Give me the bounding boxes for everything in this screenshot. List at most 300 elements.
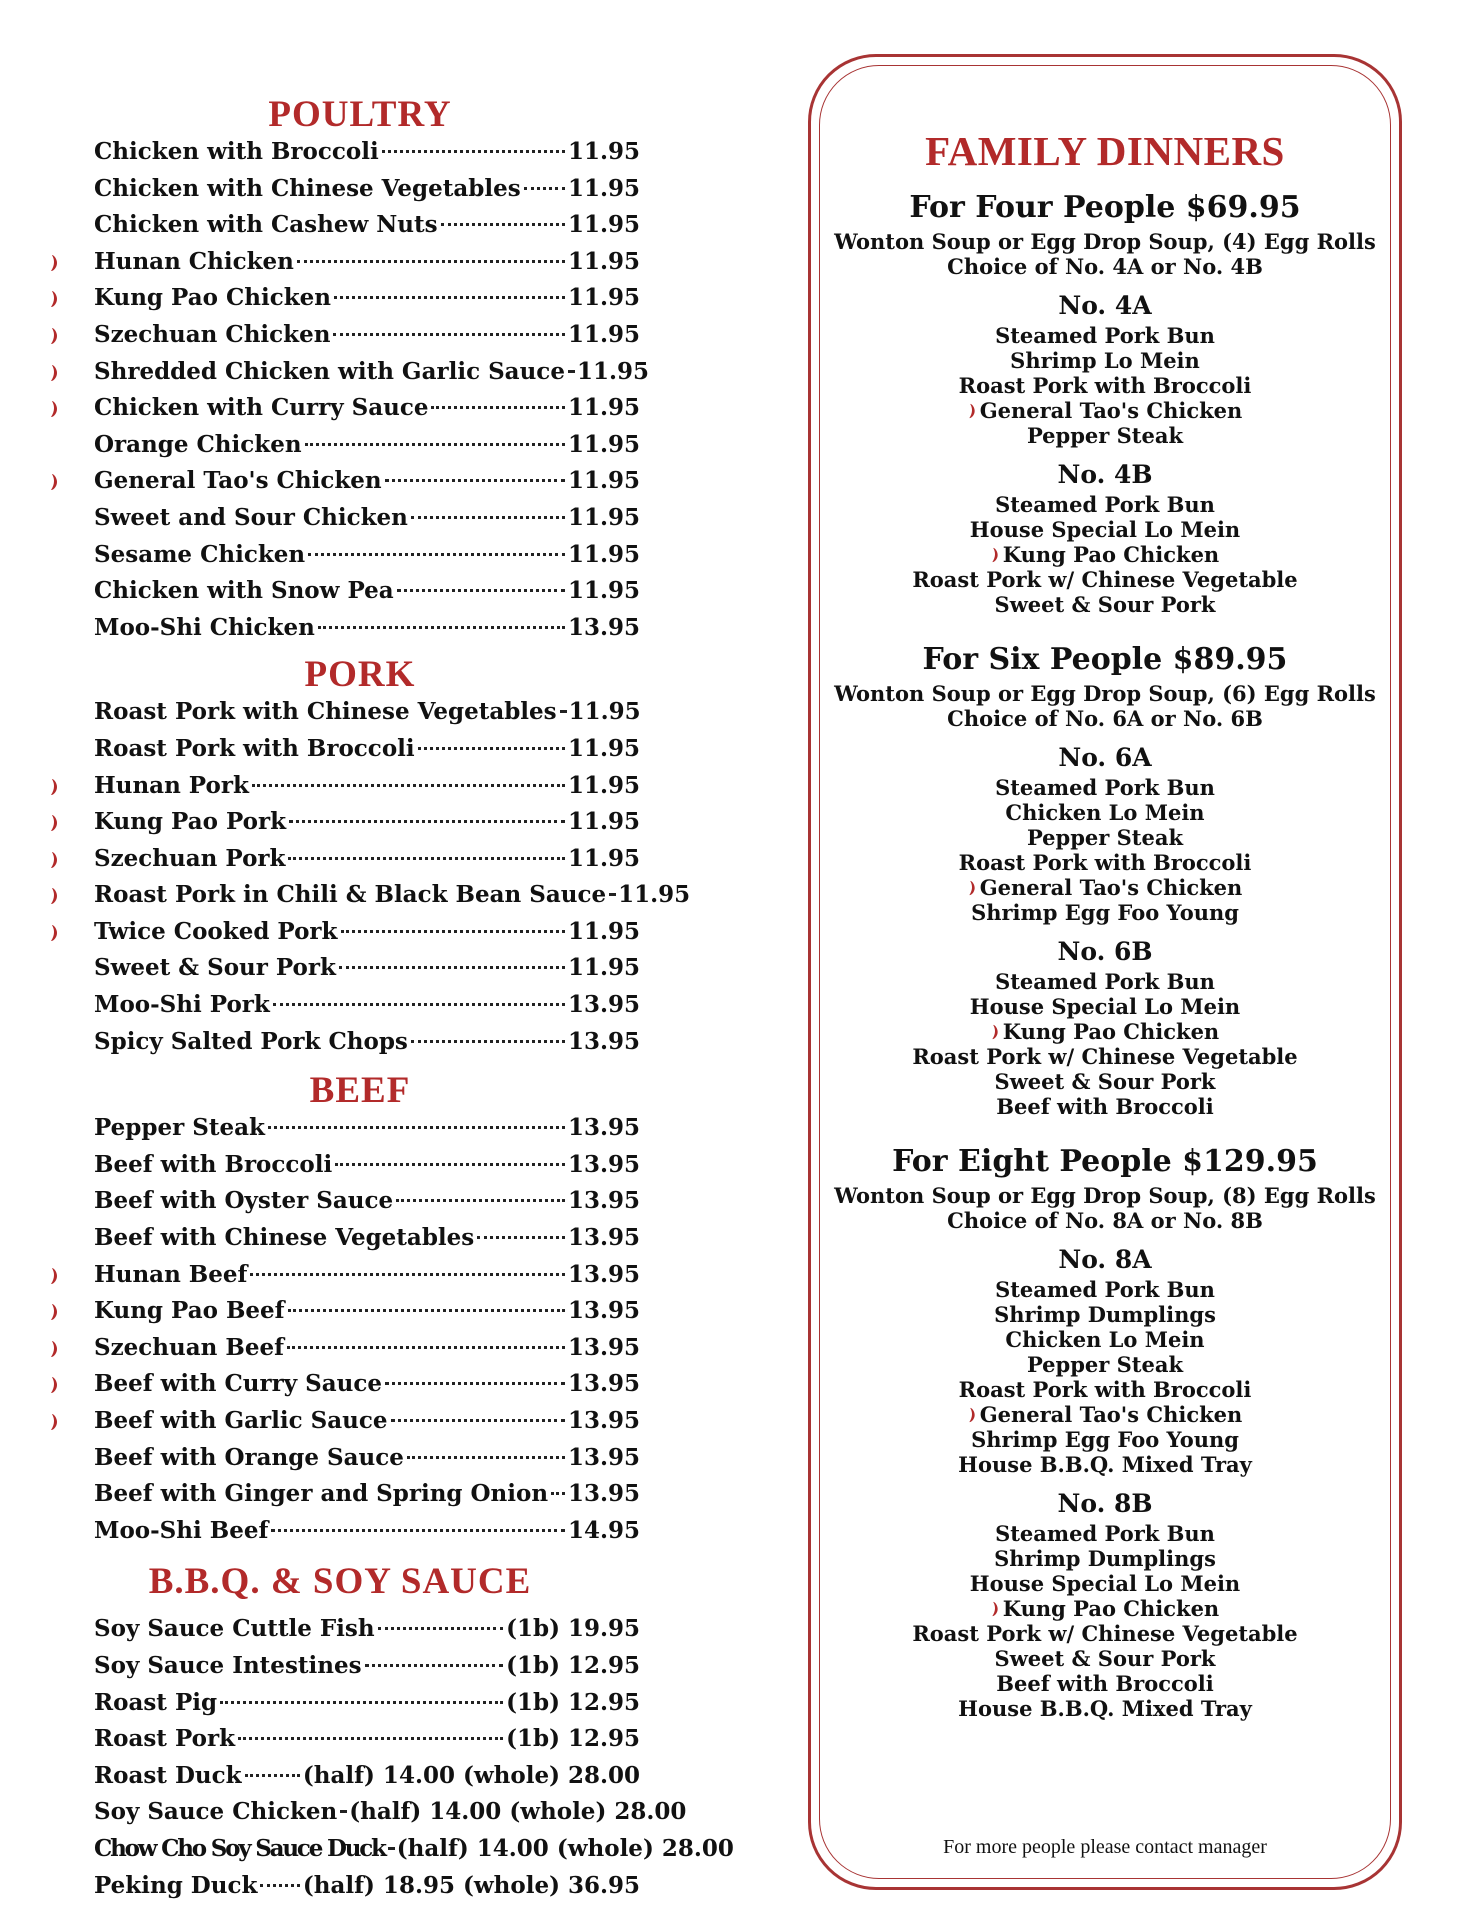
bbq-list	[80, 1615, 734, 1908]
option-item-text: House Special Lo Mein	[969, 517, 1241, 542]
dot-leader	[238, 1737, 503, 1740]
chili-pepper-icon	[991, 1601, 999, 1617]
menu-item-name: Beef with Garlic Sauce	[94, 1407, 388, 1434]
chili-pepper-icon	[50, 1303, 58, 1321]
option-item	[811, 1596, 1399, 1621]
chili-pepper-icon	[968, 403, 976, 419]
dot-leader	[273, 1003, 565, 1006]
menu-item-price: 13.95	[567, 1224, 640, 1252]
dot-leader	[411, 1040, 565, 1043]
option-item-text: House Special Lo Mein	[969, 994, 1241, 1019]
option-item	[811, 969, 1399, 994]
chili-pepper-icon	[50, 254, 58, 272]
menu-item-price: 13.95	[567, 1297, 640, 1325]
menu-item	[80, 954, 640, 991]
menu-item	[80, 881, 691, 918]
option-item	[811, 1696, 1399, 1721]
option-item-text: Steamed Pork Bun	[995, 969, 1215, 994]
menu-item-name: Beef with Chinese Vegetables	[94, 1224, 475, 1252]
pork-title: PORK	[304, 654, 416, 696]
option-item-text: Roast Pork with Broccoli	[958, 373, 1252, 398]
menu-item-price: 13.95	[567, 1260, 640, 1288]
menu-item-price: 11.95	[567, 174, 640, 202]
dot-leader	[333, 333, 565, 336]
option-item	[811, 1427, 1399, 1452]
option-item	[811, 323, 1399, 348]
option-item	[811, 775, 1399, 800]
option-list	[811, 323, 1399, 448]
menu-item	[80, 1224, 640, 1261]
family-dinner-group	[811, 639, 1399, 1119]
menu-item-price: (half) 14.00 (whole) 28.00	[302, 1761, 640, 1789]
group-subtitle: Choice of No. 8A or No. 8B	[947, 1208, 1263, 1233]
menu-item-name: Chicken with Cashew Nuts	[94, 211, 438, 239]
menu-item-price: 11.95	[567, 917, 640, 945]
menu-item	[80, 845, 640, 882]
beef-title: BEEF	[309, 1070, 411, 1112]
poultry-list	[80, 138, 649, 650]
bbq-title: B.B.Q. & SOY SAUCE	[148, 1561, 532, 1603]
menu-item-price: 13.95	[567, 1187, 640, 1215]
menu-item-price: 11.95	[567, 844, 640, 872]
option-item-text: General Tao's Chicken	[979, 398, 1243, 423]
group-subtitle: Wonton Soup or Egg Drop Soup, (8) Egg Rolls	[834, 1183, 1376, 1208]
menu-item-price: 13.95	[567, 1333, 640, 1361]
dot-leader	[250, 1273, 565, 1276]
menu-item-price: 11.95	[567, 808, 640, 836]
beef-list	[80, 1114, 640, 1553]
menu-item	[80, 1798, 687, 1835]
menu-item-name: Shredded Chicken with Garlic Sauce	[94, 357, 565, 385]
option-item	[811, 1646, 1399, 1671]
menu-item	[80, 321, 640, 358]
menu-item-name: Soy Sauce Chicken	[94, 1798, 338, 1826]
dot-leader	[396, 1199, 565, 1202]
option-item-text: Roast Pork w/ Chinese Vegetable	[912, 1044, 1298, 1069]
menu-item-name: Beef with Oyster Sauce	[94, 1187, 394, 1215]
menu-item-name: General Tao's Chicken	[94, 467, 382, 495]
dot-leader	[385, 479, 565, 482]
menu-item-name: Kung Pao Chicken	[94, 284, 332, 312]
bbq-section	[80, 1559, 734, 1908]
menu-item	[80, 541, 640, 578]
menu-item-price: 13.95	[567, 1480, 640, 1508]
menu-item	[80, 1114, 640, 1151]
menu-item-name: Beef with Curry Sauce	[94, 1370, 383, 1398]
menu-item-name: Beef with Ginger and Spring Onion	[94, 1480, 549, 1508]
option-item	[811, 994, 1399, 1019]
option-item	[811, 1671, 1399, 1696]
menu-item-price: 14.95	[567, 1516, 640, 1544]
menu-item-name: Peking Duck	[94, 1871, 258, 1899]
dot-leader	[477, 1236, 565, 1239]
menu-item-price: 13.95	[567, 1370, 640, 1398]
chili-pepper-icon	[968, 1407, 976, 1423]
option-item-text: House B.B.Q. Mixed Tray	[958, 1696, 1252, 1721]
pork-list	[80, 698, 691, 1064]
menu-item-name: Kung Pao Beef	[94, 1297, 285, 1325]
menu-item-price: 11.95	[567, 284, 640, 312]
dot-leader	[289, 820, 565, 823]
dot-leader	[335, 1163, 565, 1166]
menu-item-name: Sesame Chicken	[94, 540, 306, 568]
menu-item-price: 13.95	[567, 1114, 640, 1142]
menu-item-name: Twice Cooked Pork	[94, 917, 338, 945]
option-item	[811, 875, 1399, 900]
left-column	[80, 92, 734, 1908]
option-item	[811, 1352, 1399, 1377]
menu-item	[80, 394, 640, 431]
menu-item-name: Szechuan Pork	[94, 844, 286, 872]
menu-item	[80, 175, 640, 212]
option-item	[811, 1019, 1399, 1044]
option-item	[811, 423, 1399, 448]
menu-item	[80, 1872, 640, 1909]
menu-item-name: Roast Pork with Chinese Vegetables	[94, 698, 557, 726]
menu-item-price: 13.95	[567, 1443, 640, 1471]
option-item	[811, 1521, 1399, 1546]
menu-item-price: (half) 14.00 (whole) 28.00	[349, 1798, 687, 1826]
option-item-text: Steamed Pork Bun	[995, 1277, 1215, 1302]
chili-pepper-icon	[50, 327, 58, 345]
menu-item	[80, 138, 640, 175]
menu-item-price: 11.95	[567, 540, 640, 568]
group-subtitle: Choice of No. 4A or No. 4B	[947, 254, 1263, 279]
menu-item-price: 11.95	[567, 394, 640, 422]
chili-pepper-icon	[50, 473, 58, 491]
menu-item-name: Kung Pao Pork	[94, 808, 287, 836]
beef-section	[80, 1068, 640, 1553]
option-item	[811, 1377, 1399, 1402]
chili-pepper-icon	[50, 1340, 58, 1358]
menu-item	[80, 614, 640, 651]
option-list	[811, 969, 1399, 1119]
group-subtitle: Wonton Soup or Egg Drop Soup, (6) Egg Rolls	[834, 681, 1376, 706]
option-item	[811, 1402, 1399, 1427]
menu-item	[80, 1261, 640, 1298]
dot-leader	[340, 1810, 346, 1813]
option-item-text: Roast Pork with Broccoli	[958, 1377, 1252, 1402]
option-item-text: Chicken Lo Mein	[1005, 800, 1205, 825]
option-item	[811, 567, 1399, 592]
poultry-title: POULTRY	[268, 94, 452, 135]
menu-item-price: 11.95	[567, 211, 640, 239]
option-item	[811, 517, 1399, 542]
menu-item-price: 13.95	[567, 1407, 640, 1434]
chili-pepper-icon	[50, 887, 58, 905]
option-item-text: Shrimp Lo Mein	[1010, 348, 1200, 373]
menu-item-price: 11.95	[567, 734, 640, 762]
option-item	[811, 373, 1399, 398]
menu-item-price: 11.95	[618, 881, 691, 909]
menu-item	[80, 467, 640, 504]
dot-leader	[382, 150, 565, 153]
family-dinner-group	[811, 1141, 1399, 1721]
chili-pepper-icon	[50, 1267, 58, 1285]
option-item-text: Shrimp Dumplings	[994, 1546, 1216, 1571]
option-item-text: Sweet & Sour Pork	[994, 1069, 1216, 1094]
option-item-text: Beef with Broccoli	[996, 1671, 1214, 1696]
group-subtitle: Wonton Soup or Egg Drop Soup, (4) Egg Rolls	[834, 229, 1376, 254]
dot-leader	[297, 260, 565, 263]
option-title: No. 4B	[1057, 460, 1153, 489]
menu-item-name: Chicken with Curry Sauce	[94, 394, 429, 422]
menu-item-name: Soy Sauce Intestines	[94, 1651, 362, 1679]
dot-leader	[397, 589, 565, 592]
menu-item-name: Beef with Orange Sauce	[94, 1443, 404, 1471]
menu-item-name: Soy Sauce Cuttle Fish	[94, 1615, 375, 1643]
dot-leader	[220, 1701, 503, 1704]
menu-item-name: Roast Duck	[94, 1761, 242, 1789]
menu-item	[80, 735, 640, 772]
menu-item	[80, 1334, 640, 1371]
dot-leader	[271, 1529, 565, 1532]
chili-pepper-icon	[50, 1376, 58, 1394]
chili-pepper-icon	[50, 924, 58, 942]
menu-item-price: 13.95	[567, 1150, 640, 1178]
option-item-text: Pepper Steak	[1026, 423, 1184, 448]
option-item-text: Shrimp Dumplings	[994, 1302, 1216, 1327]
chili-pepper-icon	[991, 547, 999, 563]
menu-item-name: Szechuan Beef	[94, 1333, 284, 1361]
menu-item-name: Chicken with Snow Pea	[94, 577, 394, 605]
menu-item-price: (1b) 12.95	[506, 1688, 640, 1716]
menu-item-price: 11.95	[576, 357, 649, 385]
contact-manager-note: For more people please contact manager	[943, 1836, 1267, 1858]
option-item-text: House Special Lo Mein	[969, 1571, 1241, 1596]
menu-item-name: Szechuan Chicken	[94, 320, 331, 348]
dot-leader	[568, 370, 574, 373]
dot-leader	[411, 516, 565, 519]
menu-item-price: 11.95	[567, 247, 640, 275]
option-item-text: Pepper Steak	[1026, 825, 1184, 850]
option-list	[811, 1277, 1399, 1477]
menu-item-price: (half) 18.95 (whole) 36.95	[302, 1871, 640, 1899]
pork-section	[80, 652, 691, 1064]
option-item	[811, 542, 1399, 567]
menu-item	[80, 808, 640, 845]
family-dinners-body	[811, 187, 1399, 1721]
option-item	[811, 398, 1399, 423]
option-title: No. 6B	[1057, 937, 1153, 966]
menu-item-name: Pepper Steak	[94, 1114, 265, 1142]
menu-item-name: Beef with Broccoli	[94, 1150, 333, 1178]
family-dinners-panel	[808, 54, 1402, 1890]
menu-item	[80, 1834, 734, 1872]
menu-item-name: Roast Pork in Chili & Black Bean Sauce	[94, 881, 607, 909]
menu-item-name: Moo-Shi Chicken	[94, 613, 315, 641]
menu-item-price: (1b) 19.95	[506, 1615, 640, 1643]
option-item	[811, 1277, 1399, 1302]
option-item	[811, 825, 1399, 850]
dot-leader	[260, 1884, 300, 1887]
option-list	[811, 1521, 1399, 1721]
chili-pepper-icon	[968, 880, 976, 896]
family-dinner-group	[811, 187, 1399, 617]
dot-leader	[339, 966, 565, 969]
menu-item	[80, 504, 640, 541]
chili-pepper-icon	[50, 814, 58, 832]
menu-item-price: 11.95	[567, 577, 640, 605]
dot-leader	[288, 857, 565, 860]
menu-item-price: 11.95	[567, 138, 640, 165]
option-item	[811, 1621, 1399, 1646]
menu-item	[80, 1652, 640, 1689]
option-item	[811, 1452, 1399, 1477]
dot-leader	[341, 930, 565, 933]
menu-item-name: Roast Pork with Broccoli	[94, 734, 415, 762]
dot-leader	[560, 710, 566, 713]
dot-leader	[252, 784, 565, 787]
menu-item-price: 11.95	[567, 430, 640, 458]
menu-item	[80, 1615, 640, 1652]
option-item-text: General Tao's Chicken	[979, 1402, 1243, 1427]
option-title: No. 4A	[1058, 291, 1152, 320]
option-item-text: Roast Pork with Broccoli	[958, 850, 1252, 875]
menu-item-name: Hunan Beef	[94, 1260, 248, 1288]
dot-leader	[378, 1627, 504, 1630]
option-item-text: Steamed Pork Bun	[995, 1521, 1215, 1546]
menu-item-price: 11.95	[567, 954, 640, 982]
menu-item	[80, 1407, 640, 1444]
chili-pepper-icon	[50, 364, 58, 382]
menu-item	[80, 1187, 640, 1224]
menu-item	[80, 357, 649, 395]
menu-item-price: 11.95	[567, 320, 640, 348]
option-item-text: Kung Pao Chicken	[1002, 1019, 1220, 1044]
dot-leader	[385, 1382, 565, 1385]
family-dinners-title: FAMILY DINNERS	[925, 128, 1285, 174]
menu-item-name: Sweet and Sour Chicken	[94, 503, 408, 531]
chili-pepper-icon	[50, 851, 58, 869]
menu-item-price: 13.95	[567, 1027, 640, 1055]
menu-item	[80, 991, 640, 1028]
option-item	[811, 592, 1399, 617]
dot-leader	[308, 553, 565, 556]
dot-leader	[407, 1456, 565, 1459]
option-item	[811, 1327, 1399, 1352]
menu-item-name: Roast Pig	[94, 1688, 218, 1716]
dot-leader	[318, 626, 565, 629]
dot-leader	[288, 1309, 565, 1312]
menu-item-name: Spicy Salted Pork Chops	[94, 1027, 408, 1055]
menu-item	[80, 577, 640, 614]
option-item-text: Beef with Broccoli	[996, 1094, 1214, 1119]
menu-item-price: (half) 14.00 (whole) 28.00	[396, 1834, 734, 1862]
option-title: No. 8B	[1057, 1489, 1153, 1518]
menu-item-price: 13.95	[567, 613, 640, 641]
option-item-text: Shrimp Egg Foo Young	[971, 900, 1239, 925]
option-item-text: House B.B.Q. Mixed Tray	[958, 1452, 1252, 1477]
chili-pepper-icon	[991, 1024, 999, 1040]
menu-item	[80, 211, 640, 248]
menu-item	[80, 248, 640, 285]
menu-item-name: Chow Cho Soy Sauce Duck	[94, 1834, 385, 1862]
menu-item	[80, 1297, 640, 1334]
menu-item-name: Chicken with Broccoli	[94, 138, 379, 165]
option-item	[811, 1302, 1399, 1327]
dot-leader	[418, 747, 565, 750]
dot-leader	[609, 893, 615, 896]
menu-item	[80, 698, 640, 735]
menu-item-price: 11.95	[568, 698, 641, 726]
menu-item	[80, 1762, 640, 1799]
option-title: No. 8A	[1058, 1245, 1152, 1274]
menu-item	[80, 1370, 640, 1407]
menu-item-name: Hunan Chicken	[94, 247, 294, 275]
option-item	[811, 1044, 1399, 1069]
dot-leader	[305, 443, 565, 446]
menu-item-price: 11.95	[567, 467, 640, 495]
dot-leader	[524, 187, 565, 190]
option-item-text: Chicken Lo Mein	[1005, 1327, 1205, 1352]
menu-item-price: (1b) 12.95	[506, 1651, 640, 1679]
dot-leader	[431, 406, 565, 409]
option-list	[811, 775, 1399, 925]
option-item	[811, 1094, 1399, 1119]
option-item-text: Pepper Steak	[1026, 1352, 1184, 1377]
dot-leader	[391, 1419, 565, 1422]
option-item-text: Sweet & Sour Pork	[994, 592, 1216, 617]
chili-pepper-icon	[50, 400, 58, 418]
option-title: No. 6A	[1058, 743, 1152, 772]
menu-item-price: 11.95	[567, 771, 640, 799]
menu-item	[80, 1480, 640, 1517]
option-list	[811, 492, 1399, 617]
option-item	[811, 900, 1399, 925]
option-item-text: Roast Pork w/ Chinese Vegetable	[912, 567, 1298, 592]
option-item	[811, 1571, 1399, 1596]
chili-pepper-icon	[50, 1413, 58, 1431]
menu-item	[80, 1689, 640, 1726]
group-title: For Eight People $129.95	[892, 1144, 1318, 1179]
menu-item-name: Chicken with Chinese Vegetables	[94, 174, 521, 202]
dot-leader	[287, 1346, 565, 1349]
group-subtitle: Choice of No. 6A or No. 6B	[947, 706, 1263, 731]
menu-item-name: Moo-Shi Pork	[94, 991, 270, 1019]
dot-leader	[334, 296, 565, 299]
group-title: For Six People $89.95	[922, 642, 1288, 677]
menu-item	[80, 1517, 640, 1554]
dot-leader	[388, 1847, 394, 1850]
dot-leader	[365, 1664, 504, 1667]
menu-item-name: Hunan Pork	[94, 771, 249, 799]
dot-leader	[441, 223, 565, 226]
menu-item	[80, 431, 640, 468]
menu-item-name: Roast Pork	[94, 1725, 236, 1753]
menu-item	[80, 1151, 640, 1188]
option-item-text: Shrimp Egg Foo Young	[971, 1427, 1239, 1452]
option-item-text: Sweet & Sour Pork	[994, 1646, 1216, 1671]
option-item	[811, 850, 1399, 875]
menu-item-name: Sweet & Sour Pork	[94, 954, 336, 982]
option-item	[811, 1546, 1399, 1571]
option-item-text: Kung Pao Chicken	[1002, 1596, 1220, 1621]
dot-leader	[551, 1492, 565, 1495]
menu-item	[80, 772, 640, 809]
option-item-text: Steamed Pork Bun	[995, 492, 1215, 517]
option-item	[811, 1069, 1399, 1094]
option-item-text: Steamed Pork Bun	[995, 775, 1215, 800]
menu-item-price: (1b) 12.95	[506, 1725, 640, 1753]
group-title: For Four People $69.95	[909, 190, 1301, 225]
option-item	[811, 492, 1399, 517]
option-item-text: Kung Pao Chicken	[1002, 542, 1220, 567]
menu-item	[80, 918, 640, 955]
dot-leader	[245, 1774, 300, 1777]
option-item-text: Steamed Pork Bun	[995, 323, 1215, 348]
chili-pepper-icon	[50, 290, 58, 308]
